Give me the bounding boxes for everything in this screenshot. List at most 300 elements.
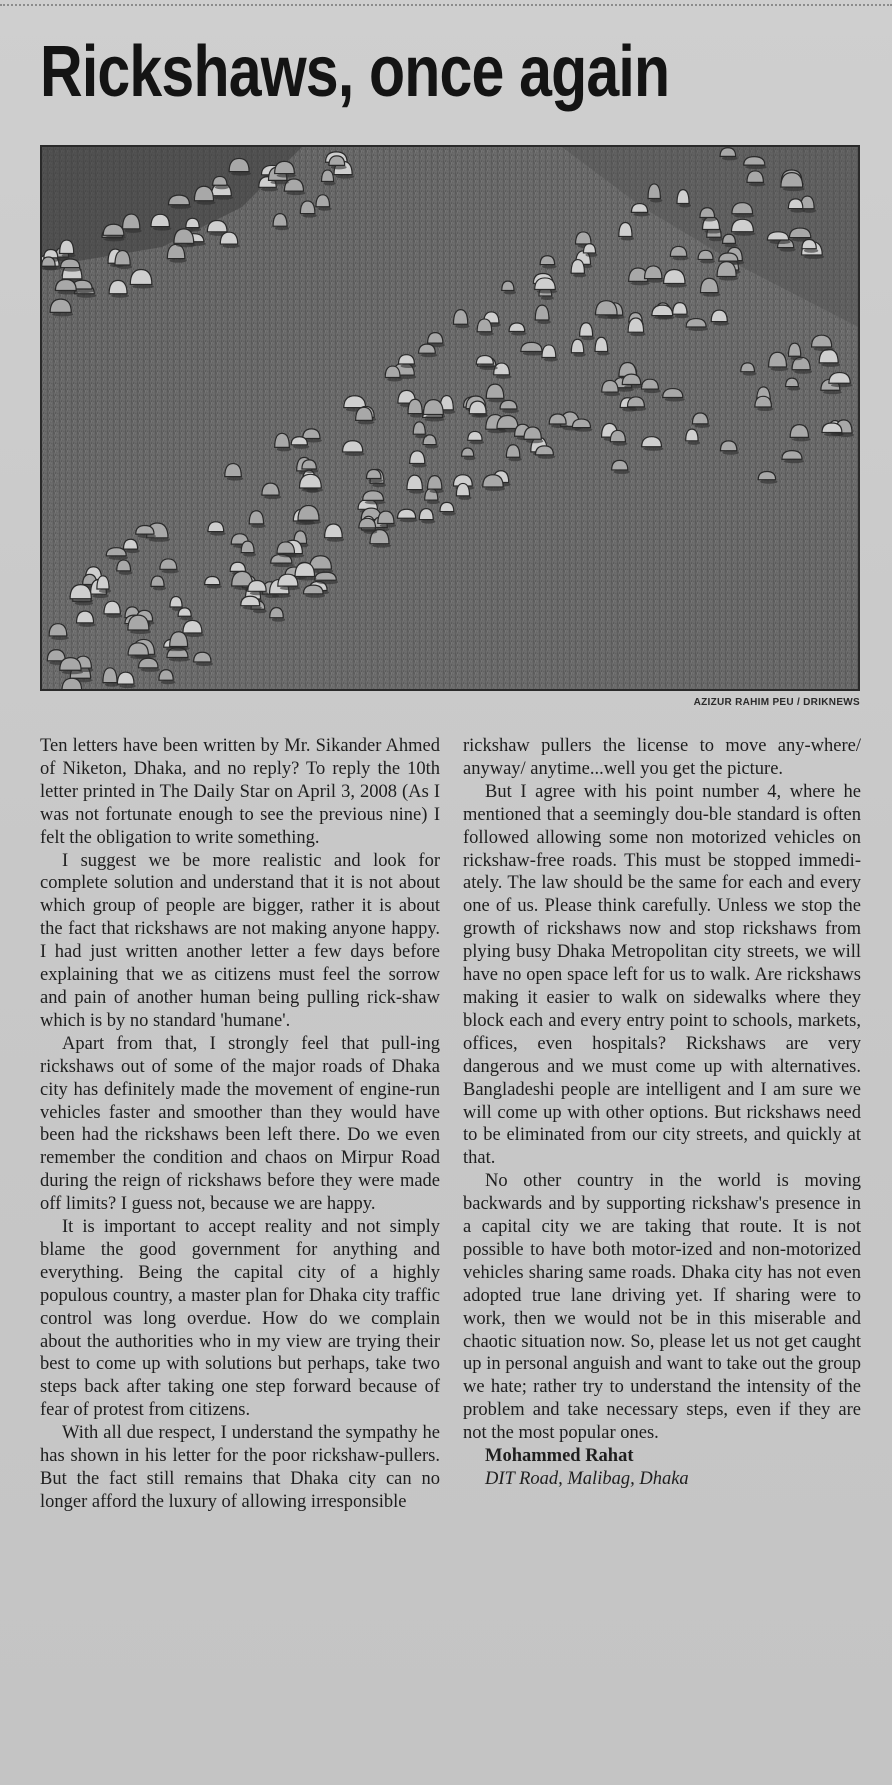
rickshaw-shadow [207, 585, 222, 589]
rickshaw-hood [262, 483, 279, 495]
rickshaw-shadow [72, 599, 93, 603]
rickshaw-shadow [361, 528, 378, 532]
rickshaw-hood [540, 256, 554, 265]
rickshaw-shadow [757, 407, 774, 411]
rickshaw-hood [717, 262, 736, 277]
rickshaw-shadow [57, 290, 78, 294]
rickshaw-shadow [272, 594, 291, 598]
rickshaw-hood [628, 397, 645, 407]
rickshaw-hood [241, 541, 254, 552]
rickshaw-hood [139, 658, 158, 668]
rickshaw-hood [622, 374, 640, 384]
rickshaw-hood [159, 670, 173, 680]
rickshaw-hood [692, 413, 708, 424]
rickshaw-shadow [824, 432, 844, 436]
rickshaw-shadow [304, 469, 318, 473]
rickshaw-hood [194, 186, 213, 200]
rickshaw-hood [456, 483, 469, 495]
rickshaw-hood [758, 472, 775, 480]
rickshaw-shadow [412, 463, 427, 467]
rickshaw-shadow [380, 523, 396, 527]
rickshaw-shadow [345, 452, 365, 456]
rickshaw-shadow [372, 483, 386, 487]
rickshaw-hood [277, 542, 294, 553]
rickshaw-shadow [644, 447, 664, 451]
rickshaw-shadow [455, 324, 469, 328]
rickshaw-shadow [185, 633, 204, 637]
rickshaw-hood [663, 389, 683, 398]
letter-paragraph: Apart from that, I strongly feel that pull-ing rickshaws out of some of the major roads of Dhaka city has definitely made the movement of engine-run vehicles faster and smoother than they would have been had the rickshaws been left there. Do we even remember the condition and chaos on Mirpur Road during the reign of rickshaws before they were made off limits? I guess not, because we are happy. [40, 1033, 440, 1215]
rickshaw-shadow [792, 437, 810, 441]
rickshaw-shadow [286, 191, 305, 195]
rickshaw-hood [359, 518, 376, 528]
rickshaw-shadow [694, 424, 710, 428]
rickshaw-shadow [365, 500, 386, 504]
rickshaw-hood [686, 429, 698, 441]
rickshaw-hood [719, 253, 738, 261]
rickshaw-shadow [130, 630, 151, 634]
rickshaw-hood [174, 229, 194, 243]
rickshaw-hood [576, 232, 591, 244]
rickshaw-shadow [415, 434, 427, 438]
rickshaw-hood [275, 433, 290, 447]
rickshaw-hood [128, 615, 149, 630]
rickshaw-shadow [719, 277, 738, 281]
rickshaw-shadow [597, 351, 610, 355]
rickshaw-hood [170, 632, 188, 647]
rickshaw-shadow [504, 290, 516, 294]
rickshaw-hood [104, 601, 120, 614]
rickshaw-hood [645, 266, 662, 279]
rickshaw-hood [329, 156, 345, 165]
rickshaw-shadow [317, 580, 338, 584]
rickshaw-hood [178, 608, 191, 616]
rickshaw-hood [619, 223, 632, 237]
rickshaw-shadow [621, 236, 634, 240]
rickshaw-hood [521, 342, 542, 351]
rickshaw-hood [428, 333, 443, 344]
rickshaw-shadow [573, 273, 586, 277]
rickshaw-hood [723, 234, 736, 243]
rickshaw-hood [549, 414, 566, 424]
rickshaw-hood [325, 524, 343, 538]
rickshaw-shadow [410, 414, 424, 418]
rickshaw-shadow [631, 281, 650, 285]
rickshaw-hood [419, 344, 436, 353]
rickshaw-hood [486, 384, 503, 398]
rickshaw-shadow [270, 180, 288, 184]
rickshaw-hood [701, 278, 719, 292]
rickshaw-hood [123, 539, 137, 549]
rickshaw-shadow [169, 259, 186, 263]
rickshaw-shadow [523, 352, 544, 356]
rickshaw-shadow [585, 253, 597, 257]
rickshaw-hood [542, 345, 556, 358]
rickshaw-hood [700, 208, 714, 218]
rickshaw-hood [509, 323, 525, 332]
rickshaw-hood [398, 509, 416, 518]
rickshaw-hood [186, 218, 199, 227]
letter-paragraph: Ten letters have been written by Mr. Sikander Ahmed of Niketon, Dhaka, and no reply? To reply the 10th letter printed in The Daily Star on April 3, 2008 (As I was not fortunate enough to see the previous nine) I felt the obligation to write something. [40, 736, 440, 848]
rickshaw-shadow [305, 594, 325, 598]
rickshaw-shadow [771, 367, 789, 371]
rickshaw-hood [413, 422, 425, 434]
rickshaw-shadow [324, 181, 336, 185]
rickshaw-hood [42, 257, 55, 266]
rickshaw-shadow [790, 209, 804, 213]
rickshaw-hood [344, 396, 366, 408]
rickshaw-shadow [614, 470, 630, 474]
rickshaw-hood [732, 219, 754, 231]
rickshaw-hood [60, 658, 81, 671]
rickshaw-hood [572, 419, 590, 428]
rickshaw-hood [664, 269, 685, 283]
rickshaw-shadow [630, 332, 646, 336]
rickshaw-shadow [196, 662, 213, 666]
rickshaw-shadow [214, 196, 234, 200]
rickshaw-shadow [541, 296, 554, 300]
rickshaw-shadow [427, 500, 440, 504]
letter-paragraph: I suggest we be more realistic and look for complete solution and understand that it is not about which group of people are bigger, rather it is about the fact that rickshaws are not making anyone happy. I had just written another letter a few days before explaining that we as citizens must feel the sorrow and pain of another human being pulling rick-shaw which is by no standard 'humane'. [40, 850, 440, 1031]
rickshaw-shadow [425, 445, 438, 449]
rickshaw-hood [322, 170, 334, 181]
rickshaw-shadow [180, 616, 193, 620]
rickshaw-hood [822, 423, 842, 432]
rickshaw-shadow [162, 569, 179, 573]
rickshaw-hood [109, 280, 127, 293]
rickshaw-shadow [111, 294, 129, 298]
rickshaw-hood [49, 624, 67, 636]
letter-address: DIT Road, Malibag, Dhaka [485, 1469, 689, 1489]
rickshaw-shadow [722, 156, 738, 160]
rickshaw-hood [208, 522, 224, 532]
rickshaw-shadow [172, 646, 190, 650]
rickshaw-shadow [77, 294, 97, 298]
rickshaw-shadow [823, 390, 842, 394]
rickshaw-shadow [227, 477, 244, 481]
rickshaw-hood [151, 576, 164, 586]
rickshaw-shadow [161, 680, 175, 684]
rickshaw-hood [673, 303, 687, 315]
rickshaw-shadow [537, 320, 551, 324]
rickshaw-shadow [650, 198, 662, 202]
rickshaw-hood [170, 597, 182, 607]
rickshaw-hood [477, 319, 492, 332]
rickshaw-shadow [551, 424, 568, 428]
rickshaw-shadow [331, 165, 347, 169]
rickshaw-hood [160, 559, 177, 569]
rickshaw-hood [596, 301, 618, 315]
rickshaw-shadow [654, 316, 675, 320]
rickshaw-shadow [508, 457, 521, 461]
rickshaw-shadow [63, 268, 82, 272]
rickshaw-shadow [426, 414, 446, 418]
letter-paragraph: No other country in the world is moving backwards and by supporting rickshaw's presence in a capital city we are taking that route. It is not possible to have both motor-ized and non-motorized vehicles sharing same roads. Dhaka city has not even adopted true lane driving yet. If sharing were to work, then we would not be in this miserable and chaotic situation now. So, please let us not get caught up in personal anguish and want to take out the group we hate; rather try to understand the intensity of the problem and take necessary steps, even if they are not the most popular ones. [463, 1171, 861, 1444]
rickshaw-shadow [633, 212, 649, 216]
rickshaw-shadow [544, 357, 558, 361]
rickshaw-shadow [153, 586, 166, 590]
rickshaw-hood [229, 158, 249, 171]
rickshaw-shadow [821, 363, 840, 367]
rickshaw-shadow [105, 235, 126, 239]
rickshaw-hood [410, 451, 425, 464]
rickshaw-hood [483, 475, 503, 487]
rickshaw-shadow [666, 283, 687, 287]
rickshaw-shadow [125, 229, 142, 233]
rickshaw-shadow [725, 243, 738, 247]
rickshaw-shadow [734, 214, 755, 218]
rickshaw-hood [767, 232, 788, 240]
rickshaw-shadow [542, 265, 556, 269]
rickshaw-shadow [734, 232, 756, 236]
rickshaw-hood [248, 581, 266, 592]
rickshaw-shadow [119, 571, 133, 575]
rickshaw-hood [230, 562, 245, 571]
rickshaw-shadow [119, 684, 136, 688]
rickshaw-hood [583, 244, 595, 253]
rickshaw-hood [315, 572, 336, 580]
rickshaw-yard-photo [40, 145, 860, 691]
rickshaw-shadow [327, 538, 345, 542]
rickshaw-shadow [243, 606, 262, 610]
rickshaw-shadow [604, 392, 620, 396]
rickshaw-hood [502, 281, 514, 290]
rickshaw-hood [571, 260, 584, 274]
rickshaw-hood [786, 378, 799, 386]
rickshaw-hood [302, 460, 316, 469]
rickshaw-shadow [421, 520, 435, 524]
rickshaw-hood [819, 349, 838, 362]
rickshaw-hood [385, 366, 400, 377]
rickshaw-hood [720, 441, 736, 451]
rickshaw-hood [670, 246, 686, 256]
rickshaw-hood [356, 407, 373, 420]
rickshaw-hood [468, 431, 482, 440]
rickshaw-shadow [442, 410, 455, 414]
rickshaw-shadow [458, 496, 471, 500]
letter-left-column [40, 735, 440, 1514]
rickshaw-shadow [297, 577, 317, 581]
rickshaw-hood [60, 240, 74, 253]
rickshaw-shadow [275, 226, 289, 230]
rickshaw-shadow [176, 243, 196, 247]
rickshaw-hood [128, 643, 148, 655]
rickshaw-shadow [277, 174, 297, 178]
rickshaw-hood [194, 652, 211, 662]
rickshaw-hood [677, 190, 689, 204]
rickshaw-shadow [222, 244, 239, 248]
rickshaw-shadow [272, 618, 286, 622]
rickshaw-shadow [93, 594, 109, 598]
rickshaw-hood [130, 270, 152, 285]
rickshaw-shadow [62, 253, 76, 257]
rickshaw-shadow [125, 549, 139, 553]
rickshaw-hood [686, 319, 706, 327]
rickshaw-shadow [79, 623, 96, 627]
rickshaw-shadow [780, 248, 796, 252]
rickshaw-hood [205, 576, 220, 584]
rickshaw-shadow [253, 609, 267, 613]
rickshaw-shadow [471, 414, 488, 418]
rickshaw-shadow [138, 534, 156, 538]
rickshaw-hood [316, 195, 330, 207]
rickshaw-hood [103, 224, 124, 235]
rickshaw-hood [769, 352, 787, 367]
rickshaw-hood [698, 250, 713, 259]
rickshaw-shadow [784, 459, 804, 463]
rickshaw-shadow [760, 480, 777, 484]
photo-image [42, 147, 858, 689]
rickshaw-shadow [264, 495, 281, 499]
rickshaw-hood [117, 672, 134, 684]
rickshaw-hood [641, 379, 658, 389]
rickshaw-hood [408, 399, 422, 413]
rickshaw-shadow [277, 447, 292, 451]
letter-right-column [463, 735, 861, 1491]
rickshaw-hood [497, 415, 518, 428]
rickshaw-hood [631, 204, 647, 213]
rickshaw-hood [711, 310, 727, 322]
rickshaw-shadow [421, 353, 438, 357]
rickshaw-shadow [106, 614, 122, 618]
rickshaw-shadow [464, 456, 476, 460]
rickshaw-hood [571, 339, 583, 353]
rickshaw-shadow [743, 372, 757, 376]
rickshaw-shadow [52, 312, 73, 316]
rickshaw-shadow [582, 336, 595, 340]
rickshaw-hood [829, 373, 850, 384]
rickshaw-hood [115, 251, 130, 265]
rickshaw-hood [462, 448, 474, 456]
rickshaw-hood [55, 279, 76, 290]
rickshaw-shadow [788, 387, 801, 391]
letter-paragraph: rickshaw pullers the license to move any-where/ anyway/ anytime...well you get the picture. [463, 736, 861, 779]
rickshaw-shadow [598, 315, 620, 319]
rickshaw-hood [97, 576, 109, 589]
photo-credit: AZIZUR RAHIM PEU / DRIKNEWS [693, 697, 860, 708]
rickshaw-hood [469, 401, 486, 414]
rickshaw-shadow [273, 563, 294, 567]
rickshaw-shadow [44, 266, 57, 270]
rickshaw-hood [103, 668, 117, 683]
rickshaw-shadow [705, 230, 722, 234]
rickshaw-hood [273, 214, 287, 227]
rickshaw-shadow [679, 204, 691, 208]
rickshaw-hood [300, 474, 322, 488]
rickshaw-hood [398, 355, 414, 364]
rickshaw-hood [363, 491, 384, 501]
rickshaw-hood [220, 232, 237, 244]
rickshaw-shadow [485, 487, 505, 491]
rickshaw-shadow [336, 175, 354, 179]
rickshaw-shadow [709, 237, 723, 241]
rickshaw-hood [788, 199, 802, 209]
rickshaw-shadow [400, 364, 416, 368]
rickshaw-hood [781, 173, 803, 187]
rickshaw-shadow [643, 389, 660, 393]
rickshaw-shadow [372, 544, 391, 548]
rickshaw-shadow [479, 332, 494, 336]
rickshaw-shadow [280, 586, 300, 590]
rickshaw-hood [61, 259, 80, 268]
rickshaw-shadow [62, 670, 83, 674]
rickshaw-hood [802, 239, 816, 248]
rickshaw-hood [151, 214, 169, 226]
letter-paragraph: It is important to accept reality and not simply blame the good government for anything and everything. Being the capital city of a highly populous country, a master plan for Dhaka city traffic control was long overdue. How do we complain about the authorities who in my view are trying their best to come up with solutions but perhaps, take two steps back after taking one step forward because of fear of protest from citizens. [40, 1217, 440, 1421]
rickshaw-hood [207, 221, 227, 232]
rickshaw-shadow [99, 589, 111, 593]
rickshaw-hood [44, 249, 58, 257]
rickshaw-hood [70, 585, 91, 599]
rickshaw-hood [535, 278, 556, 290]
rickshaw-hood [536, 446, 554, 455]
rickshaw-shadow [722, 451, 738, 455]
letter-author: Mohammed Rahat [485, 1446, 634, 1467]
rickshaw-shadow [293, 445, 309, 449]
rickshaw-shadow [783, 187, 805, 191]
rickshaw-hood [295, 563, 315, 577]
rickshaw-shadow [430, 489, 444, 493]
rickshaw-hood [77, 611, 94, 623]
rickshaw-hood [278, 574, 298, 586]
rickshaw-shadow [169, 657, 190, 661]
rickshaw-hood [648, 184, 660, 199]
rickshaw-shadow [141, 668, 160, 672]
rickshaw-shadow [804, 255, 825, 259]
rickshaw-shadow [409, 490, 424, 494]
rickshaw-shadow [688, 327, 708, 331]
rickshaw-hood [298, 506, 319, 521]
rickshaw-shadow [300, 520, 321, 524]
rickshaw-hood [50, 299, 71, 312]
rickshaw-shadow [196, 201, 215, 205]
rickshaw-shadow [149, 538, 170, 542]
rickshaw-shadow [538, 455, 556, 459]
rickshaw-hood [378, 511, 394, 523]
rickshaw-hood [789, 228, 810, 238]
rickshaw-shadow [302, 488, 324, 492]
rickshaw-hood [303, 429, 320, 439]
rickshaw-shadow [470, 440, 484, 444]
rickshaw-shadow [630, 407, 647, 411]
rickshaw-shadow [700, 259, 715, 263]
rickshaw-shadow [574, 428, 592, 432]
rickshaw-shadow [387, 377, 402, 381]
rickshaw-shadow [794, 370, 812, 374]
rickshaw-shadow [442, 512, 456, 516]
rickshaw-hood [169, 195, 190, 205]
rickshaw-hood [732, 203, 753, 214]
rickshaw-hood [117, 560, 131, 571]
rickshaw-hood [580, 323, 593, 336]
rickshaw-hood [652, 305, 673, 315]
rickshaw-shadow [511, 332, 527, 336]
rickshaw-hood [744, 157, 765, 165]
rickshaw-shadow [573, 353, 585, 357]
rickshaw-hood [225, 464, 242, 477]
rickshaw-shadow [612, 442, 627, 446]
rickshaw-hood [123, 214, 140, 229]
rickshaw-shadow [488, 398, 505, 402]
rickshaw-hood [741, 363, 755, 372]
rickshaw-hood [343, 441, 363, 452]
rickshaw-shadow [251, 524, 265, 528]
rickshaw-hood [790, 425, 808, 438]
rickshaw-shadow [279, 553, 296, 557]
rickshaw-shadow [105, 683, 119, 687]
rickshaw-hood [213, 176, 227, 185]
rickshaw-shadow [243, 553, 256, 557]
